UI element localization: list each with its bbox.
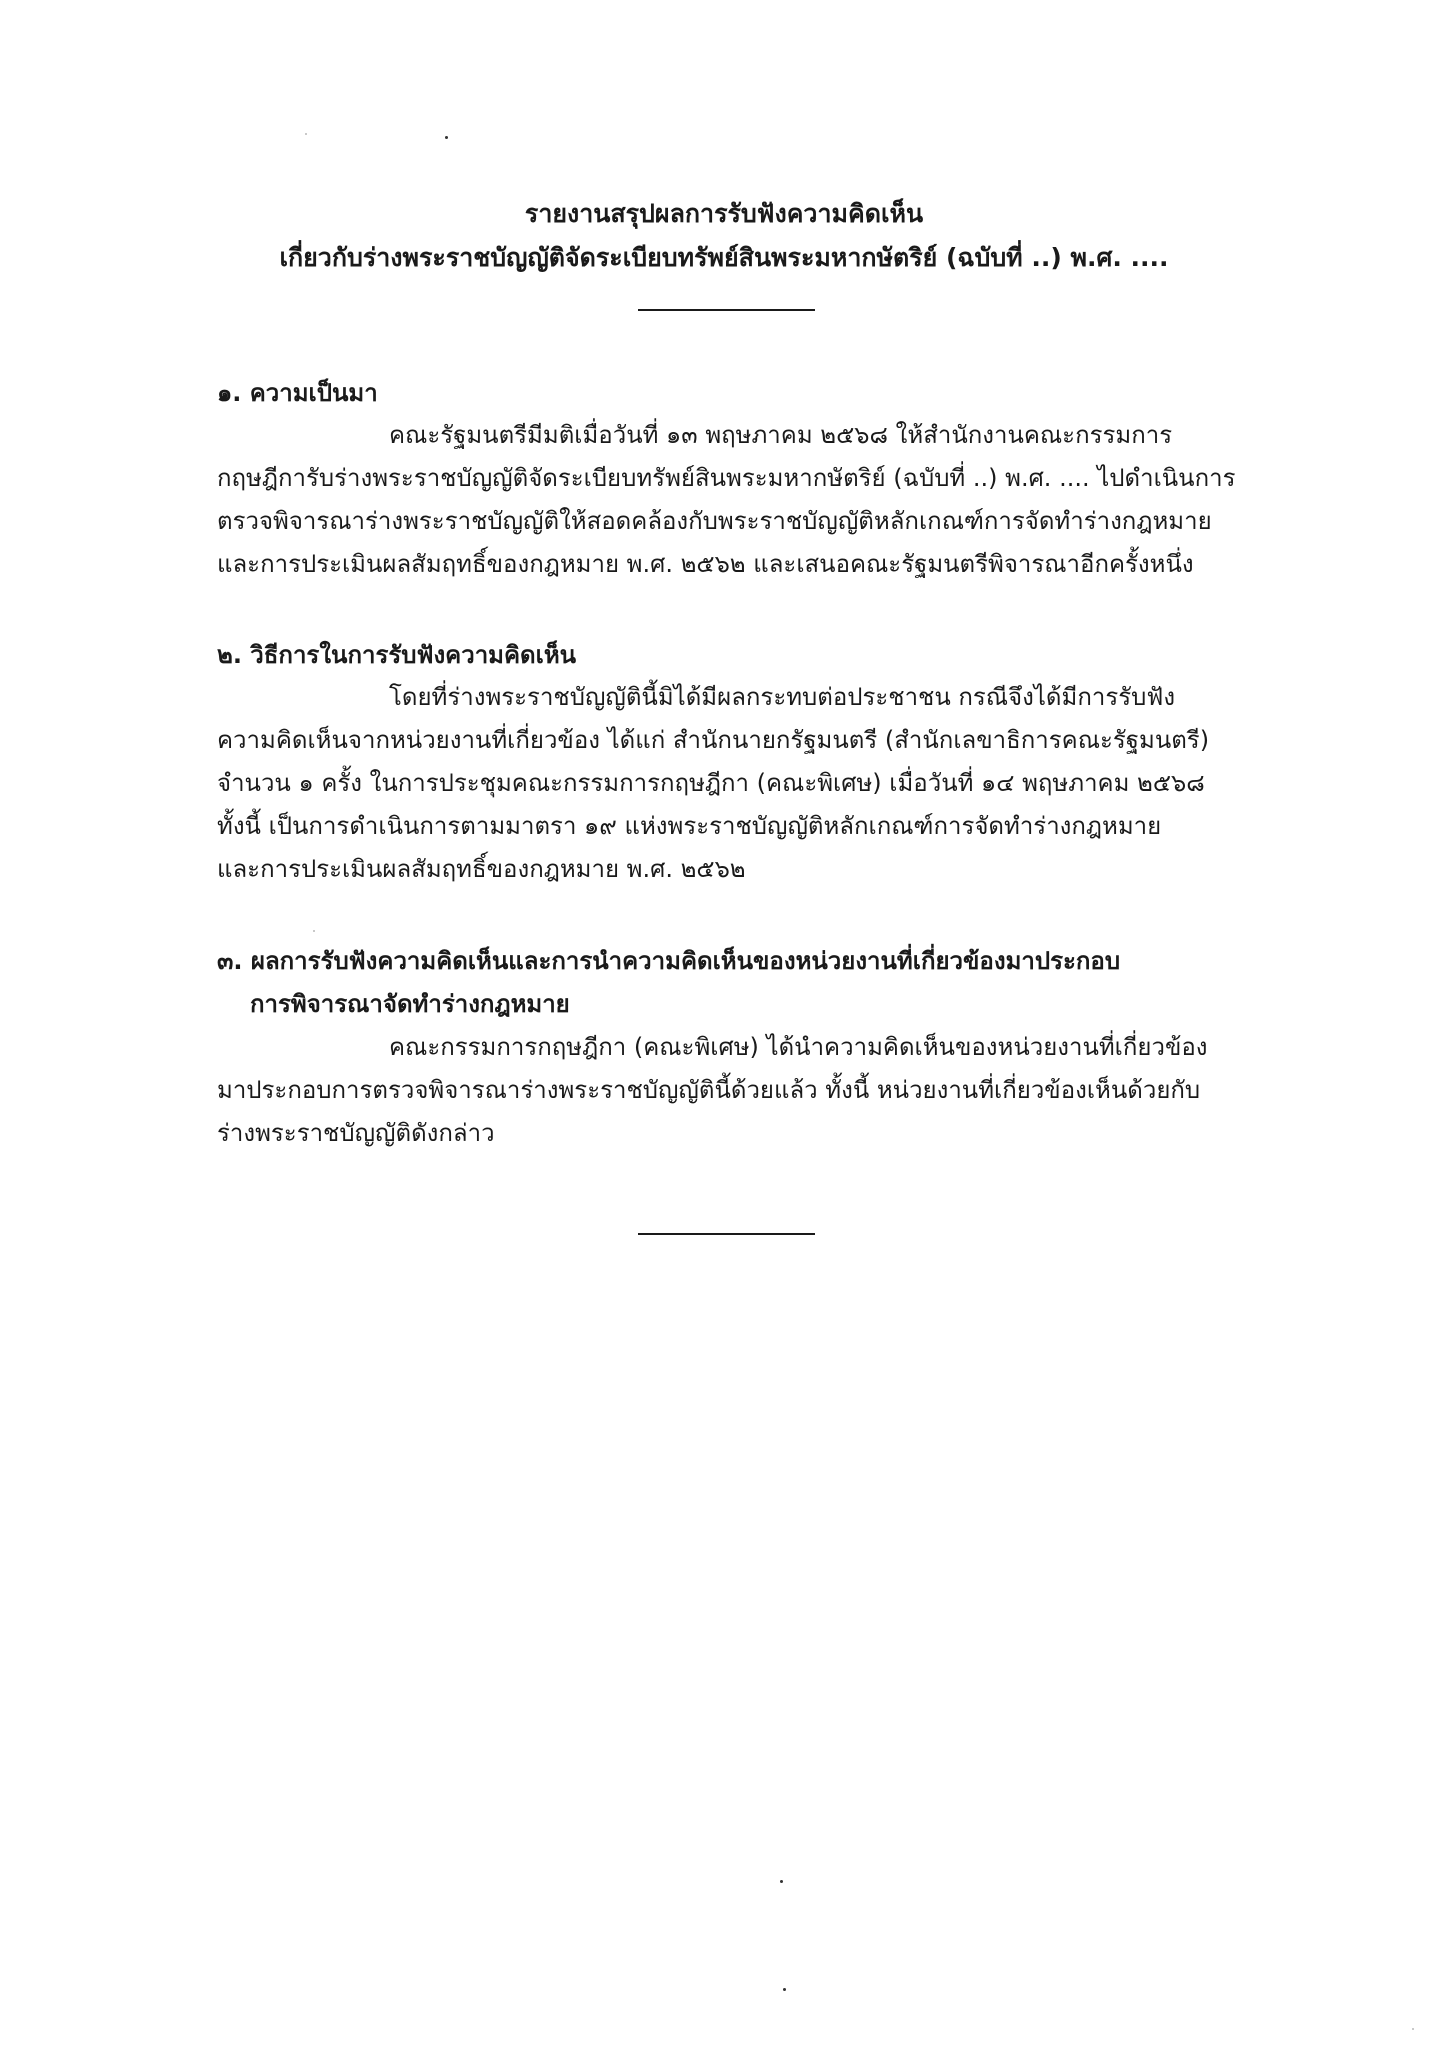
document-title-line-1: รายงานสรุปผลการรับฟังความคิดเห็น (524, 199, 924, 228)
section-2-heading: ๒. วิธีการในการรับฟังความคิดเห็น (217, 641, 577, 669)
section-2-paragraph-line: โดยที่ร่างพระราชบัญญัตินี้มิได้มีผลกระทบต่อประชาชน กรณีจึงได้มีการรับฟัง (389, 683, 1176, 711)
scan-speck (1412, 2028, 1414, 2030)
section-3-paragraph-line: ร่างพระราชบัญญัติดังกล่าว (217, 1119, 495, 1147)
scan-speck (780, 1880, 783, 1883)
section-1-paragraph-line: กฤษฎีการับร่างพระราชบัญญัติจัดระเบียบทรัพย์สินพระมหากษัตริย์ (ฉบับที่ ..) พ.ศ. .... ไปดำเนินการ (217, 464, 1236, 492)
document-title-line-2: เกี่ยวกับร่างพระราชบัญญัติจัดระเบียบทรัพย์สินพระมหากษัตริย์ (ฉบับที่ ..) พ.ศ. .... (279, 243, 1169, 272)
section-1-paragraph-line: คณะรัฐมนตรีมีมติเมื่อวันที่ ๑๓ พฤษภาคม ๒๕๖๘ ให้สำนักงานคณะกรรมการ (389, 421, 1173, 449)
section-2-paragraph-line: ทั้งนี้ เป็นการดำเนินการตามมาตรา ๑๙ แห่งพระราชบัญญัติหลักเกณฑ์การจัดทำร่างกฎหมาย (217, 812, 1162, 840)
scan-speck (783, 1988, 786, 1991)
scan-speck (445, 136, 448, 139)
scan-speck (313, 930, 315, 932)
section-1-heading: ๑. ความเป็นมา (217, 379, 378, 407)
section-2-paragraph-line: ความคิดเห็นจากหน่วยงานที่เกี่ยวข้อง ได้แก่ สำนักนายกรัฐมนตรี (สำนักเลขาธิการคณะรัฐมนตรี) (217, 726, 1210, 754)
scan-speck (305, 133, 307, 135)
section-3-heading: ๓. ผลการรับฟังความคิดเห็นและการนำความคิดเห็นของหน่วยงานที่เกี่ยวข้องมาประกอบ (217, 947, 1121, 975)
closing-divider (638, 1233, 815, 1235)
section-3-paragraph-line: มาประกอบการตรวจพิจารณาร่างพระราชบัญญัตินี้ด้วยแล้ว ทั้งนี้ หน่วยงานที่เกี่ยวข้องเห็นด้วยกับ (217, 1076, 1201, 1104)
section-2-paragraph-line: จำนวน ๑ ครั้ง ในการประชุมคณะกรรมการกฤษฎีกา (คณะพิเศษ) เมื่อวันที่ ๑๔ พฤษภาคม ๒๕๖๘ (217, 769, 1205, 797)
section-3-heading-continued: การพิจารณาจัดทำร่างกฎหมาย (250, 990, 570, 1018)
title-divider (638, 309, 815, 311)
section-3-paragraph-line: คณะกรรมการกฤษฎีกา (คณะพิเศษ) ได้นำความคิดเห็นของหน่วยงานที่เกี่ยวข้อง (389, 1033, 1208, 1061)
section-1-paragraph-line: ตรวจพิจารณาร่างพระราชบัญญัติให้สอดคล้องกับพระราชบัญญัติหลักเกณฑ์การจัดทำร่างกฎหมาย (217, 507, 1212, 535)
section-1-paragraph-line: และการประเมินผลสัมฤทธิ์ของกฎหมาย พ.ศ. ๒๕๖๒ และเสนอคณะรัฐมนตรีพิจารณาอีกครั้งหนึ่ง (217, 550, 1194, 578)
section-2-paragraph-line: และการประเมินผลสัมฤทธิ์ของกฎหมาย พ.ศ. ๒๕๖๒ (217, 855, 746, 883)
